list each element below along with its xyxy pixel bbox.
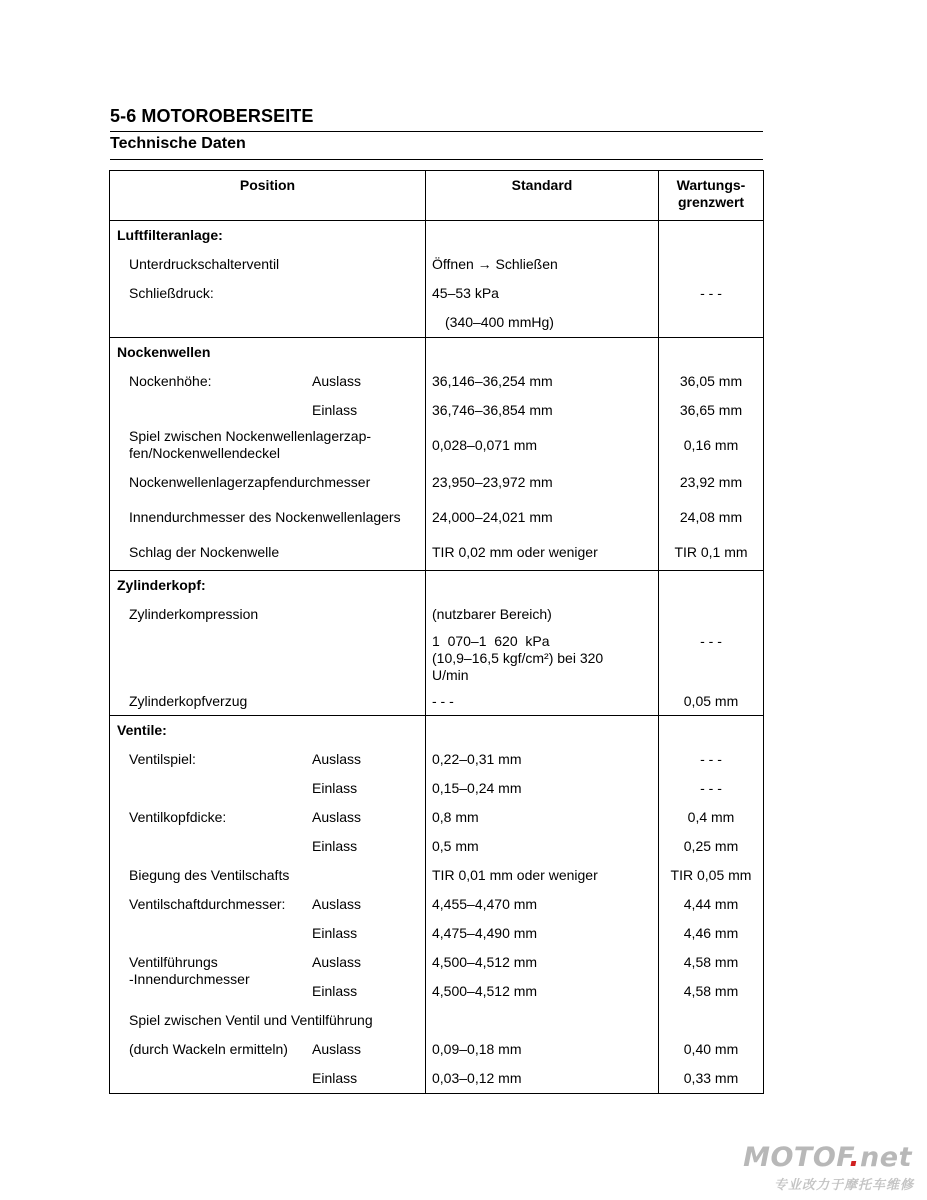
row-standard: 24,000–24,021 mm <box>432 509 553 525</box>
header-limit <box>659 171 764 221</box>
row-sublabel: Einlass <box>312 983 358 999</box>
row-standard: 4,500–4,512 mm <box>432 954 538 970</box>
row-limit: TIR 0,1 mm <box>674 544 748 560</box>
row-limit: 4,46 mm <box>683 925 739 941</box>
row-sublabel: Einlass <box>312 1070 358 1086</box>
row-standard: (nutzbarer Bereich) <box>432 606 552 622</box>
row-label: Ventilspiel: <box>129 751 196 767</box>
header-limit-line2: grenzwert <box>677 194 745 210</box>
title-rule <box>110 131 763 132</box>
row-label: (durch Wackeln ermitteln) <box>129 1041 288 1057</box>
row-label: Innendurchmesser des Nockenwellenlagers <box>129 509 401 525</box>
row-label-line1: Ventilführungs <box>129 954 218 970</box>
row-sublabel: Einlass <box>312 780 358 796</box>
row-standard: 4,475–4,490 mm <box>432 925 538 941</box>
row-limit: 36,65 mm <box>679 402 743 418</box>
row-limit: 4,58 mm <box>683 983 739 999</box>
row-standard-line2: (10,9–16,5 kgf/cm²) bei 320 <box>432 650 604 666</box>
row-standard: 0,8 mm <box>432 809 479 825</box>
subtitle: Technische Daten <box>110 135 246 152</box>
nocken-standard-col <box>426 338 659 571</box>
row-standard <box>432 629 654 688</box>
row-standard: 0,028–0,071 mm <box>432 436 538 453</box>
row-label: Schlag der Nockenwelle <box>129 544 280 560</box>
row-label: Schließdruck: <box>129 285 214 301</box>
row-label: Ventilschaftdurchmesser: <box>129 896 286 912</box>
row-sublabel: Auslass <box>312 1041 362 1057</box>
row-standard: 36,146–36,254 mm <box>432 373 553 389</box>
row-standard: 4,500–4,512 mm <box>432 983 538 999</box>
row-standard: 0,5 mm <box>432 838 479 854</box>
row-limit: - - - <box>700 751 722 767</box>
row-standard: 0,03–0,12 mm <box>432 1070 522 1086</box>
row-standard: Öffnen → Schließen <box>432 256 558 272</box>
group-title: Ventile: <box>117 722 167 738</box>
row-standard: 0,15–0,24 mm <box>432 780 522 796</box>
row-standard-line1: 1 070–1 620 kPa <box>432 633 550 649</box>
watermark-tld: net <box>860 1142 912 1173</box>
row-label-line1: Spiel zwischen Nockenwellenlagerzap- <box>129 428 372 444</box>
row-limit: 0,25 mm <box>683 838 739 854</box>
row-standard: TIR 0,01 mm oder weniger <box>432 867 598 883</box>
zylinder-limit-col <box>659 571 764 716</box>
watermark-brand-name: MOTOF <box>743 1142 850 1173</box>
row-limit: - - - <box>700 633 722 649</box>
row-label: Spiel zwischen Ventil und Ventilführung <box>129 1012 373 1028</box>
section-title: 5-6 MOTOROBERSEITE <box>110 106 314 126</box>
luftfilter-limit-col <box>659 221 764 338</box>
row-label: Unterdruckschalterventil <box>129 256 280 272</box>
row-standard: (340–400 mmHg) <box>445 314 554 330</box>
watermark-logo <box>743 1142 920 1192</box>
ventile-limit-col <box>659 716 764 1094</box>
header-position: Position <box>110 171 426 221</box>
row-sublabel: Auslass <box>312 373 362 389</box>
ventile-position-col <box>110 716 426 1094</box>
row-standard: 23,950–23,972 mm <box>432 474 553 490</box>
watermark-tagline: 专业改力于摩托车维修 <box>773 1177 914 1192</box>
header-standard: Standard <box>426 171 659 221</box>
subtitle-rule <box>110 159 763 160</box>
row-standard: 36,746–36,854 mm <box>432 402 553 418</box>
header-limit-line1: Wartungs- <box>676 177 746 193</box>
row-sublabel: Auslass <box>312 809 362 825</box>
group-title: Nockenwellen <box>117 344 211 360</box>
row-label-line2: -Innendurchmesser <box>129 971 250 987</box>
row-limit: 0,33 mm <box>683 1070 739 1086</box>
row-standard: - - - <box>432 693 454 709</box>
zylinder-standard-col <box>426 571 659 716</box>
row-label <box>129 425 421 465</box>
row-standard: 0,09–0,18 mm <box>432 1041 522 1057</box>
row-label: Biegung des Ventilschafts <box>129 867 290 883</box>
row-label-line2: fen/Nockenwellendeckel <box>129 445 280 461</box>
row-limit: 0,05 mm <box>683 693 739 709</box>
ventile-standard-col <box>426 716 659 1094</box>
group-ventile <box>110 716 764 1094</box>
row-sublabel: Einlass <box>312 402 358 418</box>
group-title: Luftfilteranlage: <box>117 227 223 243</box>
row-standard: 45–53 kPa <box>432 285 499 301</box>
row-sublabel: Auslass <box>312 896 362 912</box>
row-limit: 0,40 mm <box>683 1041 739 1057</box>
row-sublabel: Auslass <box>312 954 362 970</box>
row-limit: - - - <box>700 780 722 796</box>
row-limit: 4,44 mm <box>683 896 739 912</box>
row-label: Zylinderkompression <box>129 606 259 622</box>
row-limit: TIR 0,05 mm <box>670 867 752 883</box>
row-sublabel: Einlass <box>312 838 358 854</box>
spec-table <box>109 170 764 1094</box>
header-row <box>110 171 764 221</box>
zylinder-position-col <box>110 571 426 716</box>
group-title: Zylinderkopf: <box>117 577 206 593</box>
row-sublabel: Auslass <box>312 751 362 767</box>
row-standard: 0,22–0,31 mm <box>432 751 522 767</box>
row-sublabel: Einlass <box>312 925 358 941</box>
row-limit: 23,92 mm <box>679 474 743 490</box>
row-label: Nockenhöhe: <box>129 373 212 389</box>
row-limit: 24,08 mm <box>679 509 743 525</box>
row-label: Ventilkopfdicke: <box>129 809 227 825</box>
group-zylinderkopf <box>110 571 764 716</box>
group-luftfilter <box>110 221 764 338</box>
row-limit: 36,05 mm <box>679 373 743 389</box>
row-label: Zylinderkopfverzug <box>129 693 248 709</box>
watermark-dot: . <box>849 1142 861 1173</box>
luftfilter-position-col <box>110 221 426 338</box>
nocken-position-col <box>110 338 426 571</box>
row-limit: 0,16 mm <box>683 436 739 453</box>
row-standard-line3: U/min <box>432 667 469 683</box>
row-standard: TIR 0,02 mm oder weniger <box>432 544 598 560</box>
watermark-brand <box>743 1142 912 1173</box>
group-nockenwellen <box>110 338 764 571</box>
nocken-limit-col <box>659 338 764 571</box>
row-limit: - - - <box>700 285 722 301</box>
row-standard: 4,455–4,470 mm <box>432 896 538 912</box>
row-limit: 0,4 mm <box>687 809 735 825</box>
row-limit: 4,58 mm <box>683 954 739 970</box>
row-label: Nockenwellenlagerzapfendurchmesser <box>129 474 371 490</box>
luftfilter-standard-col <box>426 221 659 338</box>
